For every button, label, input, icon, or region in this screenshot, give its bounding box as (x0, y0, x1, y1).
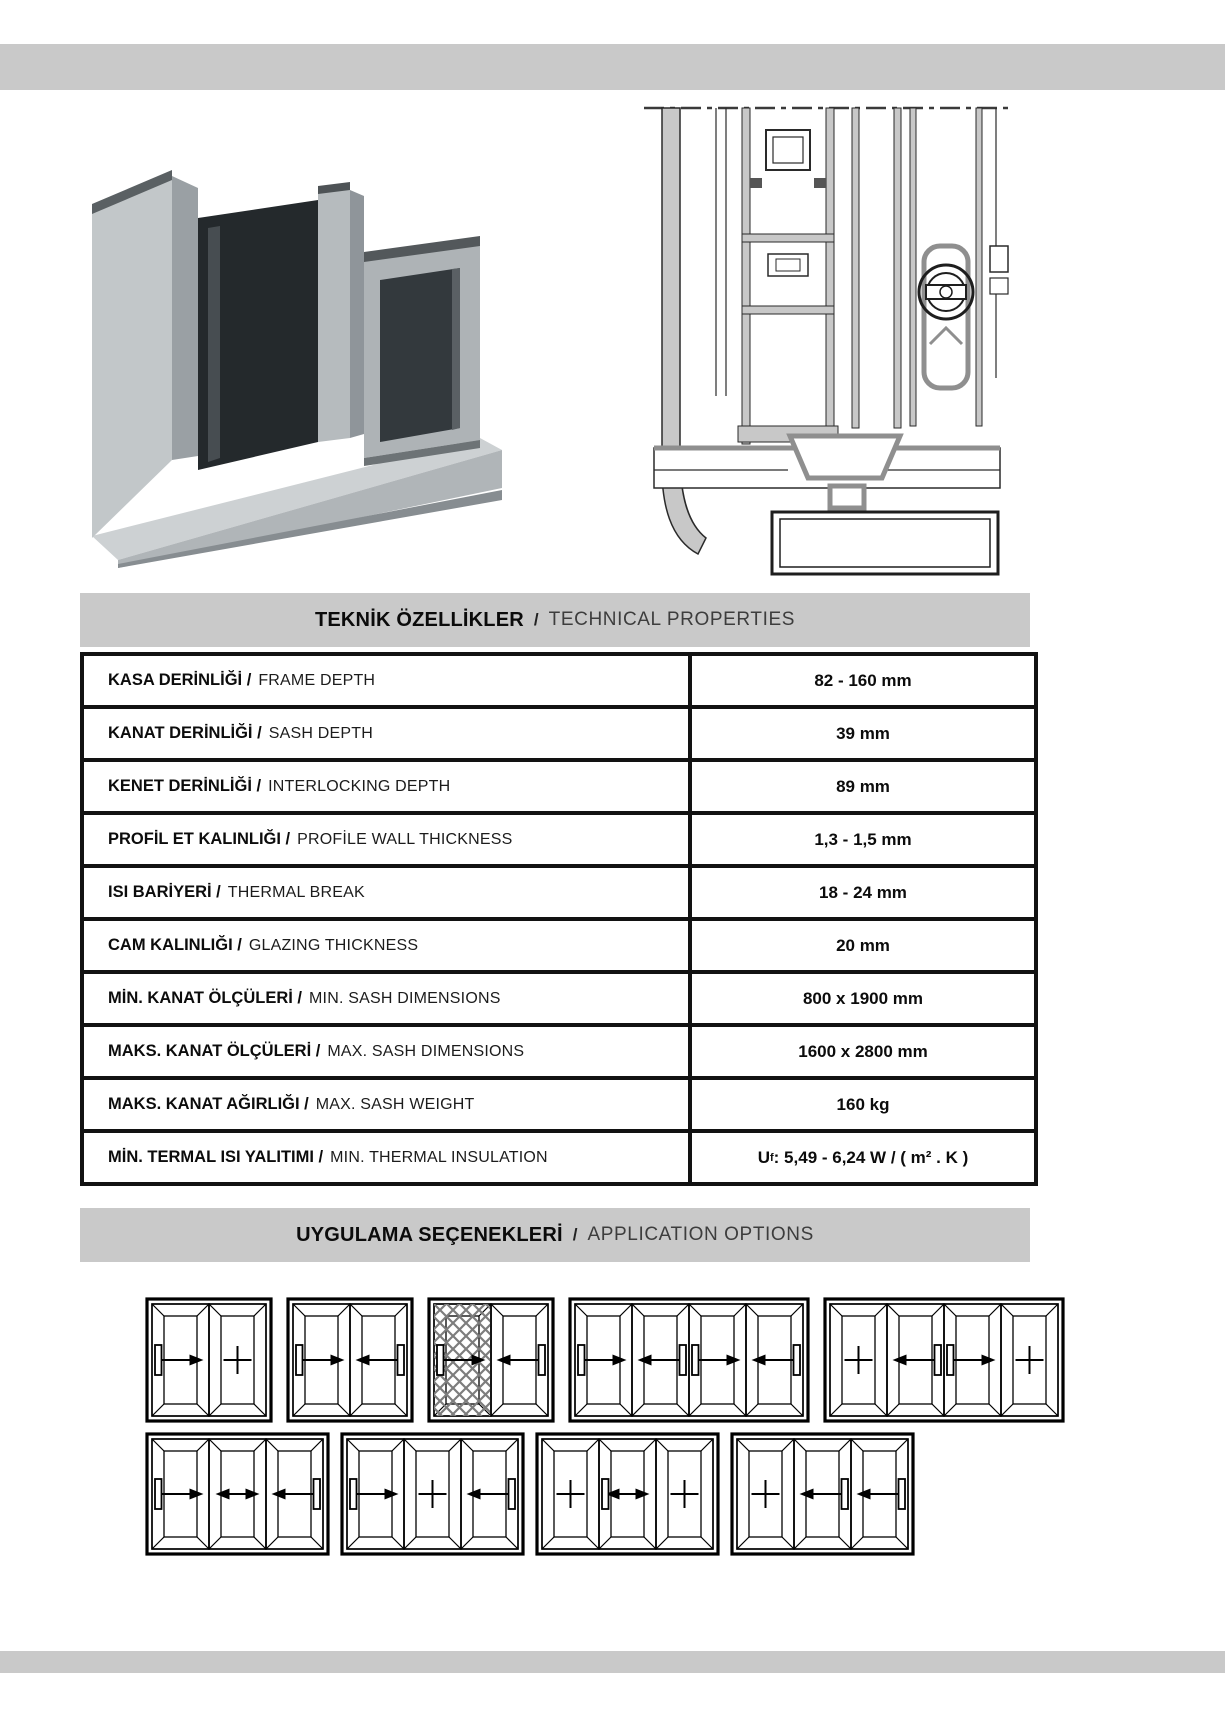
bottom-gray-bar (0, 1651, 1225, 1673)
label-english: GLAZING THICKNESS (248, 936, 419, 954)
label-turkish: KANAT DERİNLİĞİ / (108, 724, 262, 742)
window-diagram-svg (145, 1297, 273, 1423)
top-gray-bar (0, 44, 1225, 90)
cross-section-drawing (638, 96, 1018, 582)
window-diagram-svg (730, 1432, 915, 1556)
label-english: FRAME DEPTH (258, 671, 376, 689)
property-value: 20 mm (836, 935, 890, 955)
table-row (84, 762, 1034, 815)
property-value-cell (692, 1133, 1034, 1182)
property-value-cell (692, 974, 1034, 1023)
label-english: MAX. SASH DIMENSIONS (327, 1042, 525, 1060)
window-diagram-svg (340, 1432, 525, 1556)
property-label-cell (84, 709, 692, 758)
title-separator: / (533, 610, 539, 629)
property-value-cell (692, 762, 1034, 811)
property-value: 1600 x 2800 mm (798, 1041, 928, 1061)
property-value-cell (692, 1080, 1034, 1129)
window-configuration-four-panel-fixed-slide-slide-fixed (823, 1297, 1065, 1428)
table-row (84, 1027, 1034, 1080)
property-value-cell (692, 815, 1034, 864)
property-value-cell (692, 868, 1034, 917)
label-english: MIN. THERMAL INSULATION (330, 1148, 548, 1166)
window-configuration-three-panel-fixed-double-slide (730, 1432, 915, 1561)
label-english: THERMAL BREAK (227, 883, 365, 901)
table-row (84, 1080, 1034, 1133)
technical-title-english: TECHNICAL PROPERTIES (548, 609, 796, 630)
property-value: 89 mm (836, 776, 890, 796)
window-configuration-two-panel-slide-plus-fixed (145, 1297, 273, 1428)
application-options-row-1 (145, 1297, 1065, 1428)
uf-value-tail: : 5,49 - 6,24 W / ( m² . K ) (773, 1147, 969, 1167)
property-value-cell (692, 656, 1034, 705)
label-english: MAX. SASH WEIGHT (315, 1095, 475, 1113)
window-diagram-svg (823, 1297, 1065, 1423)
table-row (84, 868, 1034, 921)
application-title-english: APPLICATION OPTIONS (587, 1224, 814, 1245)
label-english: INTERLOCKING DEPTH (268, 777, 451, 795)
label-turkish: KASA DERİNLİĞİ / (108, 671, 252, 689)
property-value: 1,3 - 1,5 mm (814, 829, 912, 849)
property-value-cell (692, 709, 1034, 758)
label-turkish: KENET DERİNLİĞİ / (108, 777, 262, 795)
aluminum-profile-photo (78, 140, 503, 568)
property-label-cell (84, 762, 692, 811)
property-label-cell (84, 1133, 692, 1182)
label-turkish: PROFİL ET KALINLIĞI / (108, 830, 291, 848)
property-label-cell (84, 868, 692, 917)
property-label-cell (84, 815, 692, 864)
table-row (84, 1133, 1034, 1182)
window-configuration-three-panel-fixed-slide-fixed (535, 1432, 720, 1561)
cross-section-figure (638, 96, 1018, 582)
window-configuration-two-panel-screen-slide (427, 1297, 555, 1428)
title-separator: / (572, 1225, 578, 1244)
property-label-cell (84, 974, 692, 1023)
property-value: 82 - 160 mm (814, 670, 912, 690)
window-configuration-three-panel-slide-fixed-slide (340, 1432, 525, 1561)
table-row (84, 921, 1034, 974)
technical-properties-header (80, 593, 1030, 647)
table-row (84, 974, 1034, 1027)
label-english: MIN. SASH DIMENSIONS (309, 989, 501, 1007)
table-row (84, 709, 1034, 762)
window-diagram-svg (568, 1297, 810, 1423)
property-value: 39 mm (836, 723, 890, 743)
application-title-turkish: UYGULAMA SEÇENEKLERİ (296, 1223, 563, 1246)
window-diagram-svg (145, 1432, 330, 1556)
property-value: 800 x 1900 mm (802, 988, 924, 1008)
label-turkish: MİN. TERMAL ISI YALITIMI / (108, 1148, 324, 1166)
label-english: SASH DEPTH (268, 724, 373, 742)
property-label-cell (84, 656, 692, 705)
table-row (84, 656, 1034, 709)
label-turkish: MİN. KANAT ÖLÇÜLERİ / (108, 989, 303, 1007)
uf-value-base: U (757, 1147, 770, 1167)
property-label-cell (84, 1027, 692, 1076)
window-configuration-two-panel-double-slide (286, 1297, 414, 1428)
property-value: 160 kg (836, 1094, 890, 1114)
technical-title-turkish: TEKNİK ÖZELLİKLER (314, 608, 524, 631)
property-value-cell (692, 1027, 1034, 1076)
window-configuration-four-panel-double-slide (568, 1297, 810, 1428)
application-options-header (80, 1208, 1030, 1262)
property-label-cell (84, 1080, 692, 1129)
technical-properties-table (80, 652, 1038, 1186)
label-turkish: ISI BARİYERİ / (108, 883, 221, 901)
uf-subscript: f (770, 1151, 774, 1164)
label-turkish: MAKS. KANAT AĞIRLIĞI / (108, 1095, 309, 1113)
window-configuration-three-panel-triple-slide (145, 1432, 330, 1561)
window-diagram-svg (286, 1297, 414, 1423)
window-diagram-svg (427, 1297, 555, 1423)
property-value-cell (692, 921, 1034, 970)
application-options-row-2 (145, 1432, 915, 1561)
table-row (84, 815, 1034, 868)
label-turkish: MAKS. KANAT ÖLÇÜLERİ / (108, 1042, 321, 1060)
property-label-cell (84, 921, 692, 970)
window-diagram-svg (535, 1432, 720, 1556)
product-3d-render-figure (78, 140, 503, 568)
property-value: 18 - 24 mm (819, 882, 907, 902)
label-turkish: CAM KALINLIĞI / (108, 936, 242, 954)
label-english: PROFİLE WALL THICKNESS (297, 830, 513, 848)
